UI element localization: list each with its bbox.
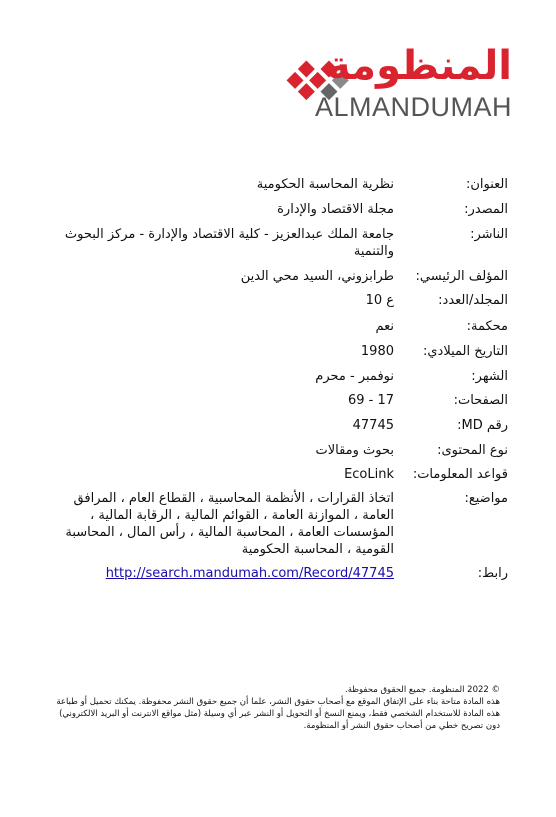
- record-row-link: [38, 565, 508, 582]
- databases-value: EcoLink: [344, 467, 394, 482]
- publisher-value: جامعة الملك عبدالعزيز - كلية الاقتصاد والإدارة - مركز البحوث والتنمية: [64, 227, 394, 259]
- author-value: طرابزوني، السيد محي الدين: [240, 269, 394, 284]
- pages-value: 17 - 69: [347, 393, 394, 408]
- copyright-line: © 2022 المنظومة. جميع الحقوق محفوظة.: [345, 685, 500, 695]
- volume-issue-label: المجلد/العدد:: [438, 293, 508, 308]
- year-value: 1980: [360, 344, 394, 359]
- logo-english-text: ALMANDUMAH: [314, 92, 512, 122]
- record-row-volume: [38, 292, 508, 309]
- subjects-value: اتخاذ القرارات ، الأنظمة المحاسبية ، القطاع العام ، المرافق العامة ، الموازنة العامة ، القوائم المالية ، الرقابة المالية ، المؤسسات العامة ، المحاسبة المالية ، رأس المال ، المحاسبة القومية ، المحاسبة الحكومية: [65, 491, 394, 557]
- databases-label: قواعد المعلومات:: [412, 467, 508, 482]
- copyright-footer: [50, 684, 500, 732]
- record-row-source: [38, 201, 508, 218]
- record-row-publisher: [38, 226, 508, 260]
- record-row-month: [38, 368, 508, 385]
- subjects-label: مواضيع:: [464, 491, 508, 506]
- link-label: رابط:: [477, 566, 508, 581]
- rights-notice: هذه المادة متاحة بناء على الإتفاق الموقع مع أصحاب حقوق النشر، علما أن جميع حقوق النشر محفوظة. يمكنك تحميل أو طباعة هذه المادة للاستخدام الشخصي فقط، ويمنع النسخ أو التحويل أو النشر عبر أي وسيلة (مثل مواقع الانترنت أو البريد الالكتروني) دون تصريح خطي من أصحاب حقوق النشر أو المنظومة.: [56, 697, 500, 731]
- record-link[interactable]: http://search.mandumah.com/Record/47745: [105, 566, 394, 581]
- source-value: مجلة الاقتصاد والإدارة: [277, 202, 394, 217]
- content-type-value: بحوث ومقالات: [315, 443, 394, 458]
- author-label: المؤلف الرئيسي:: [415, 269, 508, 284]
- pages-label: الصفحات:: [453, 393, 508, 408]
- title-value: نظرية المحاسبة الحكومية: [256, 177, 394, 192]
- month-label: الشهر:: [471, 369, 508, 384]
- source-label: المصدر:: [464, 202, 508, 217]
- publisher-label: الناشر:: [470, 227, 508, 242]
- record-row-author: [38, 268, 508, 285]
- record-row-content-type: [38, 442, 508, 459]
- almandumah-logo: [272, 44, 512, 124]
- title-label: العنوان:: [465, 177, 508, 192]
- record-row-peer-reviewed: [38, 318, 508, 335]
- record-row-md: [38, 417, 508, 434]
- volume-issue-value: ع 10: [365, 293, 394, 308]
- month-value: نوفمبر - محرم: [315, 369, 394, 384]
- record-row-subjects: [38, 490, 508, 558]
- content-type-label: نوع المحتوى:: [437, 443, 508, 458]
- year-label: التاريخ الميلادي:: [423, 344, 508, 359]
- record-row-title: [38, 176, 508, 193]
- peer-reviewed-label: محكمة:: [466, 319, 508, 334]
- record-row-databases: [38, 466, 508, 483]
- link-value: [38, 565, 400, 582]
- record-row-year: [38, 343, 508, 360]
- record-row-pages: [38, 392, 508, 409]
- peer-reviewed-value: نعم: [375, 319, 394, 334]
- md-number-label: رقم MD:: [457, 418, 508, 433]
- md-number-value: 47745: [352, 418, 394, 433]
- logo-arabic-text: المنظومة: [327, 43, 512, 89]
